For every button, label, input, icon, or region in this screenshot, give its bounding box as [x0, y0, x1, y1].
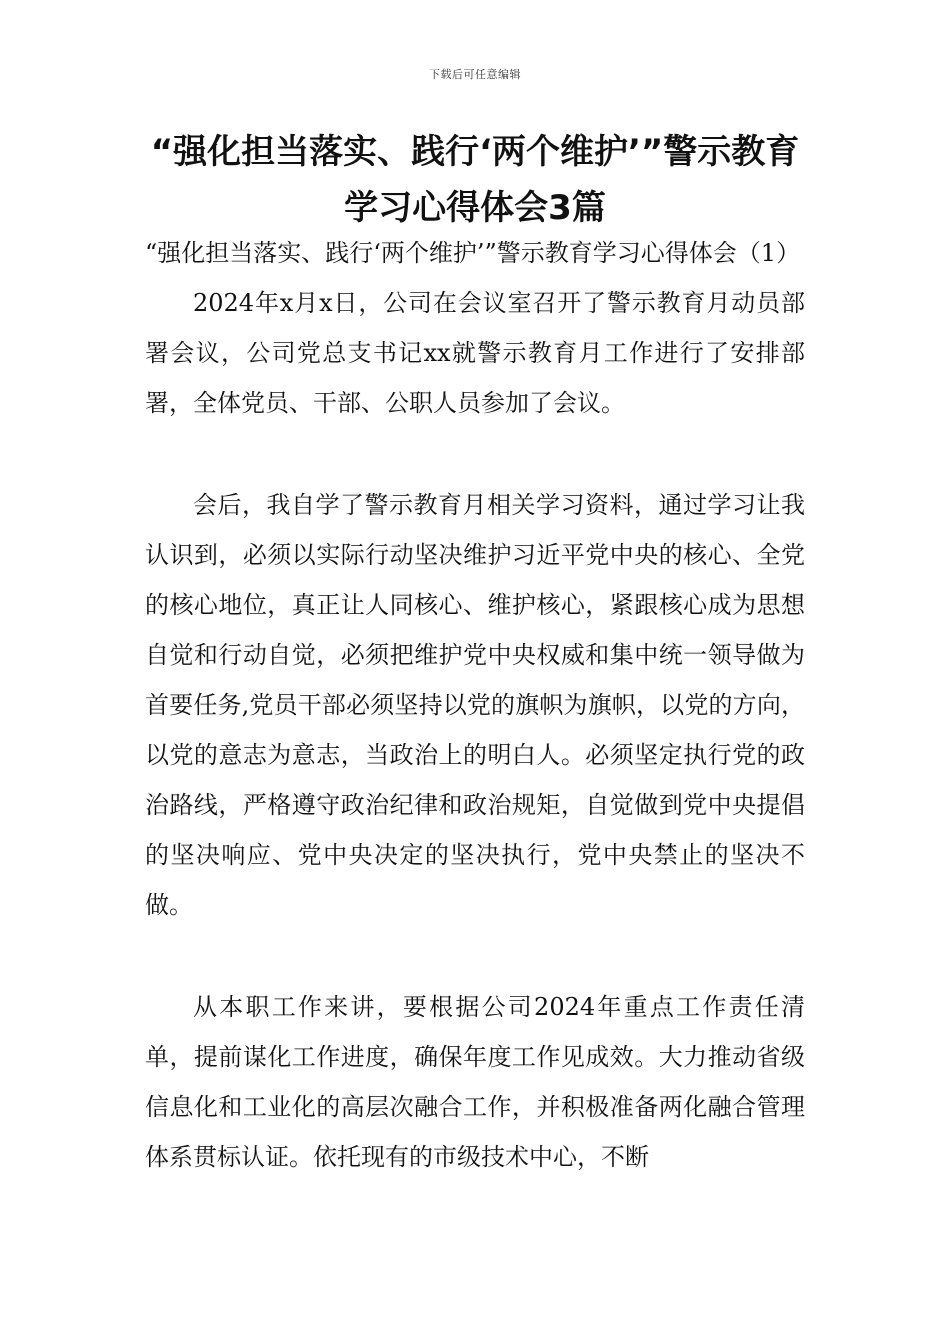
paragraph-3: 从本职工作来讲，要根据公司2024年重点工作责任清单，提前谋化工作进度，确保年度工作见成效。大力推动省级信息化和工业化的高层次融合工作，并积极准备两化融合管理体系贯标认证。依托现有的市级技术中心，不断	[145, 993, 805, 1171]
header-note: 下载后可任意编辑	[429, 68, 521, 81]
section-subtitle: “强化担当落实、践行‘两个维护’”警示教育学习心得体会（1）	[145, 239, 801, 267]
document-title: “强化担当落实、践行‘两个维护’”警示教育学习心得体会3篇	[150, 132, 800, 228]
document-body	[145, 228, 805, 1182]
paragraph-spacer	[145, 930, 805, 982]
paragraph-2: 会后，我自学了警示教育月相关学习资料，通过学习让我认识到，必须以实际行动坚决维护习近平党中央的核心、全党的核心地位，真正让人同核心、维护核心，紧跟核心成为思想自觉和行动自觉，必须把维护党中央权威和集中统一领导做为首要任务,党员干部必须坚持以党的旗帜为旗帜，以党的方向，以党的意志为意志，当政治上的明白人。必须坚定执行党的政治路线，严格遵守政治纪律和政治规矩，自觉做到党中央提倡的坚决响应、党中央决定的坚决执行，党中央禁止的坚决不做。	[145, 491, 805, 919]
paragraph-spacer	[145, 428, 805, 480]
paragraph-1: 2024年x月x日，公司在会议室召开了警示教育月动员部署会议，公司党总支书记xx就警示教育月工作进行了安排部署，全体党员、干部、公职人员参加了会议。	[145, 289, 805, 417]
